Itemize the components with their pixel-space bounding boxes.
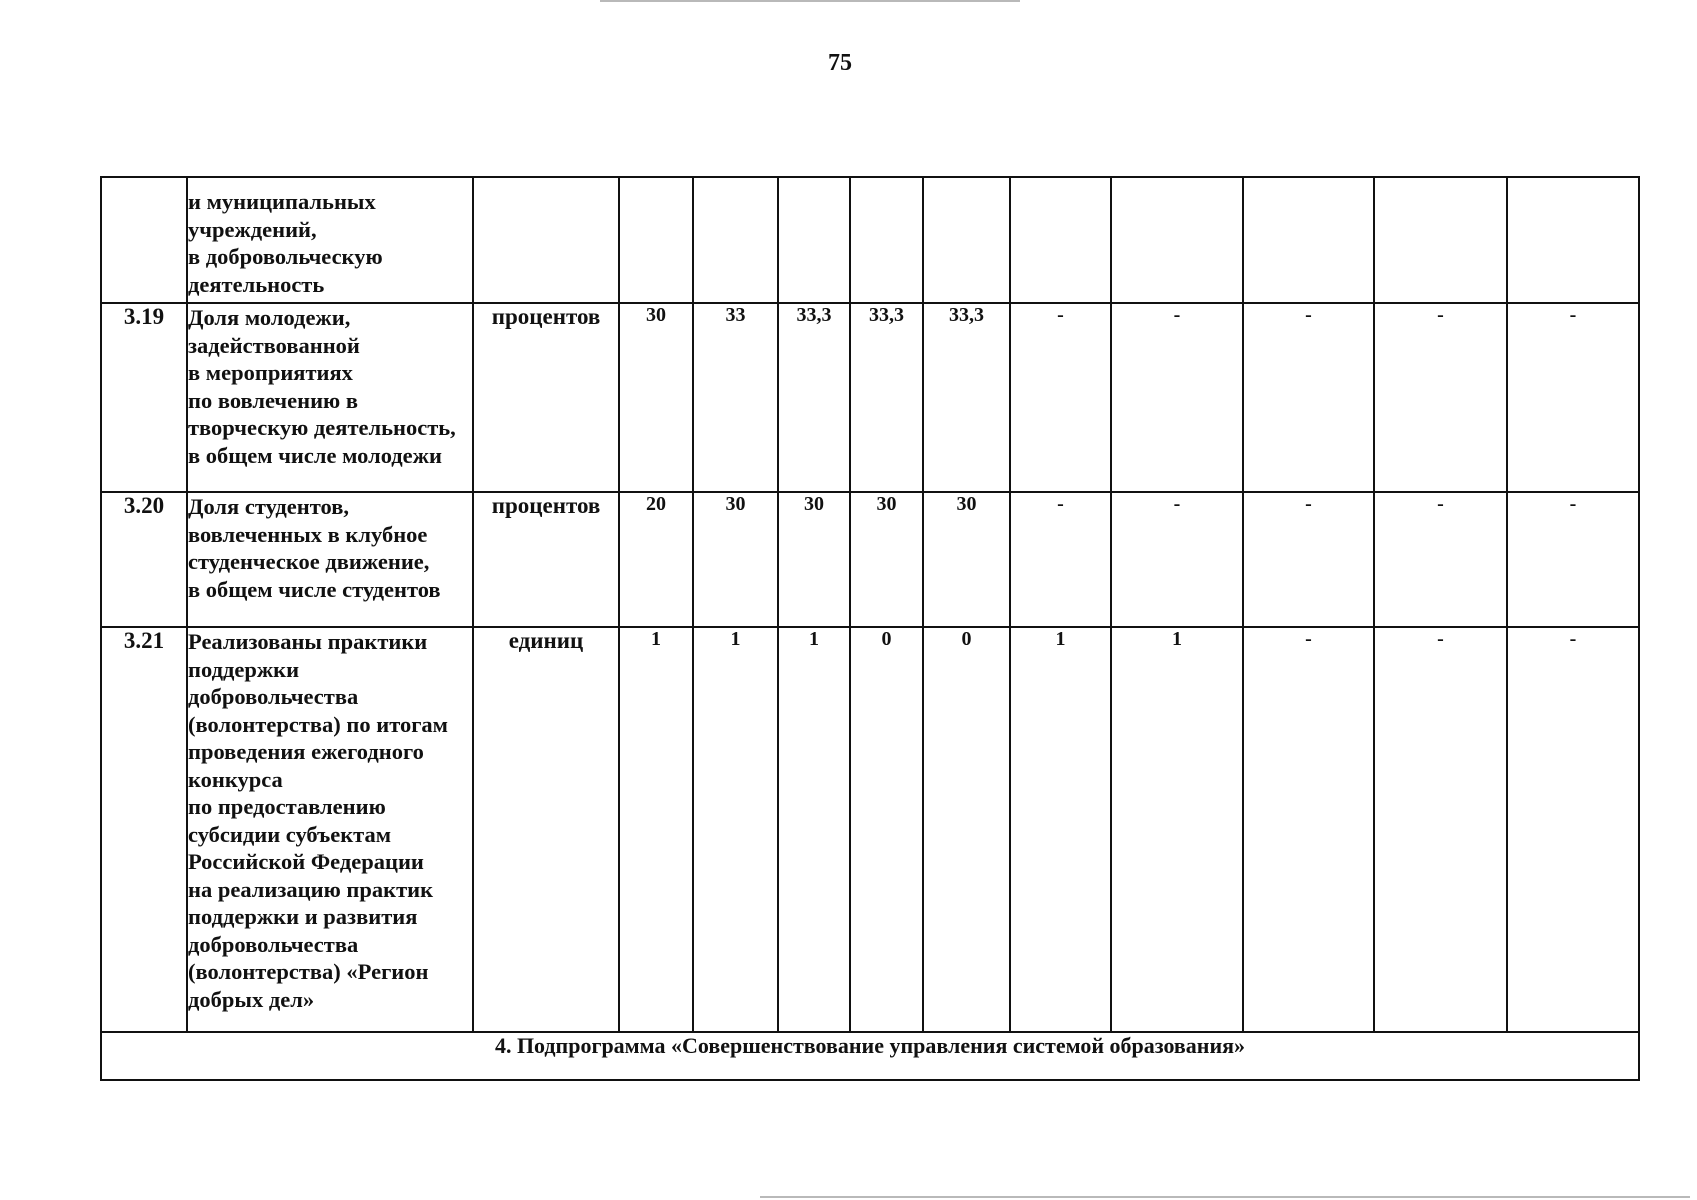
value-cell [850, 177, 923, 303]
value-cell: 1 [693, 627, 778, 1032]
value-cell: 1 [1111, 627, 1243, 1032]
value-cell: - [1111, 492, 1243, 627]
value-cell: 30 [619, 303, 693, 492]
value-cell: - [1507, 303, 1639, 492]
indicator-name: и муниципальных учреждений, в добровольческую деятельность [187, 177, 473, 303]
value-cell: - [1243, 492, 1374, 627]
value-cell: 30 [923, 492, 1010, 627]
value-cell [1010, 177, 1111, 303]
row-number [101, 177, 187, 303]
value-cell: 30 [693, 492, 778, 627]
value-cell: 33 [693, 303, 778, 492]
unit-cell: процентов [473, 492, 619, 627]
value-cell: - [1010, 492, 1111, 627]
value-cell: - [1374, 492, 1507, 627]
value-cell: - [1507, 627, 1639, 1032]
value-cell [1374, 177, 1507, 303]
indicator-name: Реализованы практики поддержки добровольчества (волонтерства) по итогам проведения ежегодного конкурса по предоставлению субсидии субъектам Российской Федерации на реализацию практик поддержки и развития добровольчества (волонтерства) «Регион добрых дел» [187, 627, 473, 1032]
table-row [101, 303, 1639, 492]
scan-artifact-bottom [760, 1196, 1690, 1198]
value-cell [1507, 177, 1639, 303]
section-row [101, 1032, 1639, 1080]
scan-artifact-top [600, 0, 1020, 2]
value-cell: 1 [619, 627, 693, 1032]
value-cell: 0 [850, 627, 923, 1032]
indicator-name: Доля молодежи, задействованной в мероприятиях по вовлечению в творческую деятельность, в общем числе молодежи [187, 303, 473, 492]
value-cell: - [1243, 627, 1374, 1032]
table-row [101, 492, 1639, 627]
value-cell: 1 [778, 627, 850, 1032]
value-cell [619, 177, 693, 303]
indicators-table [100, 176, 1640, 1081]
value-cell: 1 [1010, 627, 1111, 1032]
value-cell: 33,3 [778, 303, 850, 492]
row-number: 3.19 [101, 303, 187, 492]
value-cell: - [1374, 627, 1507, 1032]
page-number: 75 [828, 50, 852, 76]
row-number: 3.20 [101, 492, 187, 627]
value-cell [923, 177, 1010, 303]
value-cell: - [1010, 303, 1111, 492]
subprogram-title: 4. Подпрограмма «Совершенствование управления системой образования» [101, 1032, 1639, 1080]
value-cell: 33,3 [923, 303, 1010, 492]
unit-cell: единиц [473, 627, 619, 1032]
value-cell: - [1507, 492, 1639, 627]
value-cell: 20 [619, 492, 693, 627]
value-cell: 0 [923, 627, 1010, 1032]
indicator-name: Доля студентов, вовлеченных в клубное студенческое движение, в общем числе студентов [187, 492, 473, 627]
value-cell [1111, 177, 1243, 303]
value-cell: 30 [778, 492, 850, 627]
value-cell [1243, 177, 1374, 303]
value-cell [778, 177, 850, 303]
value-cell [693, 177, 778, 303]
unit-cell: процентов [473, 303, 619, 492]
table-row-continuation [101, 177, 1639, 303]
value-cell: 30 [850, 492, 923, 627]
unit-cell [473, 177, 619, 303]
table-row [101, 627, 1639, 1032]
value-cell: - [1374, 303, 1507, 492]
row-number: 3.21 [101, 627, 187, 1032]
value-cell: - [1111, 303, 1243, 492]
value-cell: 33,3 [850, 303, 923, 492]
value-cell: - [1243, 303, 1374, 492]
